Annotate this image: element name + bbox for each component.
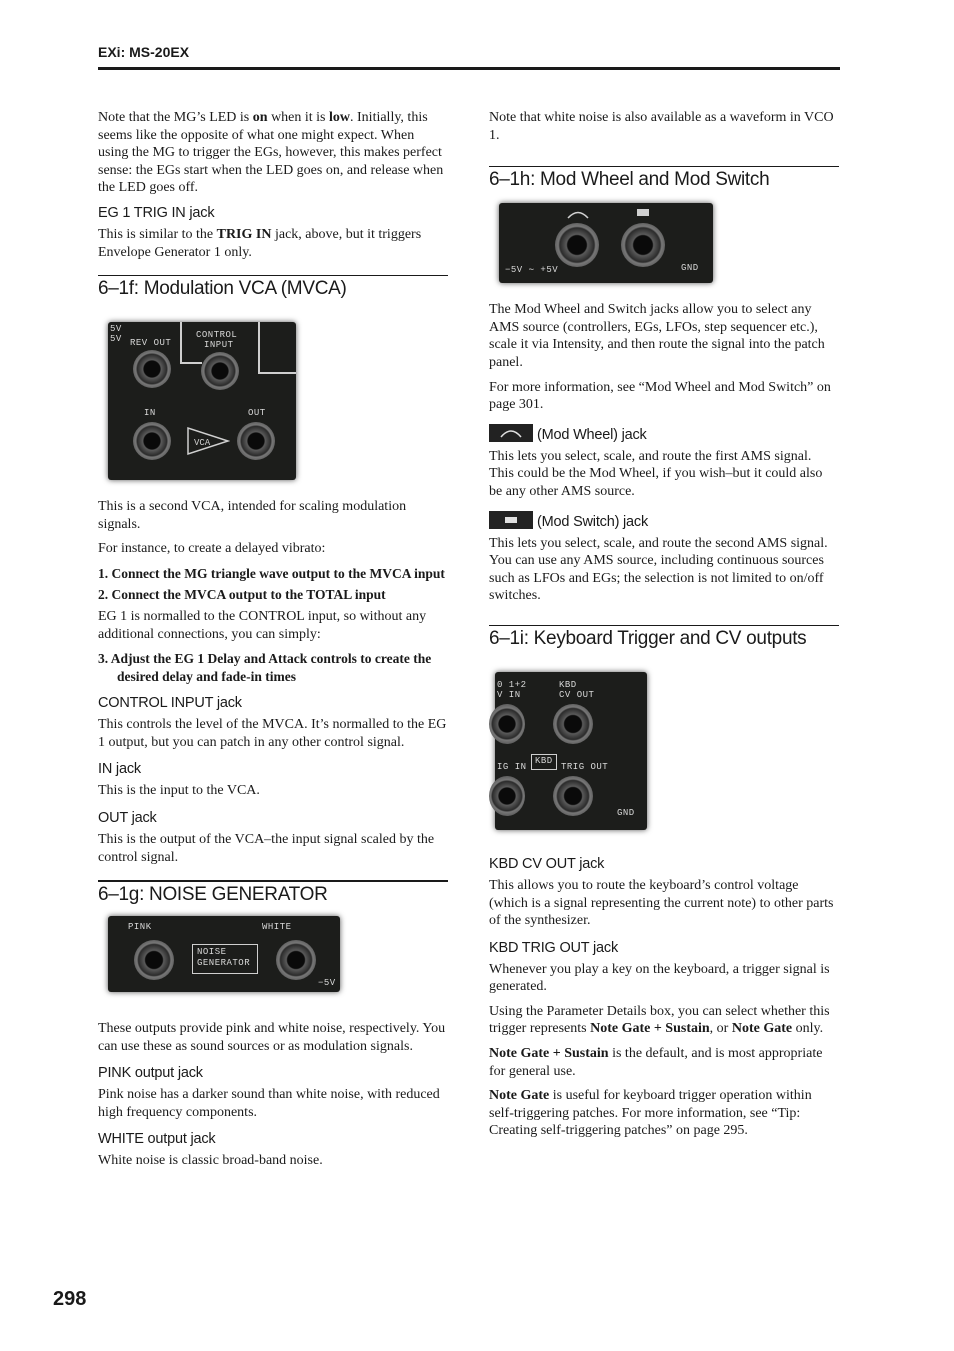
mod-switch-icon [637, 209, 649, 216]
kbd-trig-p4: Note Gate is useful for keyboard trigger operation within self-triggering patches. For more information, see “Tip: Creating self-triggering patches” on page 295. [489, 1088, 812, 1139]
modwheel-panel-figure [489, 191, 839, 309]
kbd-cv-heading: KBD CV OUT jack [489, 855, 605, 872]
mvca-intro: This is a second VCA, intended for scaling modulation signals. [98, 499, 407, 532]
mvca-panel-figure [98, 300, 448, 508]
kbd-heading: 6–1i: Keyboard Trigger and CV outputs [489, 627, 807, 649]
pink-jack [134, 940, 174, 980]
step-1: 1. Connect the MG triangle wave output to the MVCA input [98, 565, 445, 581]
generator-label: GENERATOR [197, 958, 251, 969]
mvca-instance: For instance, to create a delayed vibrato: [98, 541, 326, 557]
right-column [489, 109, 839, 1147]
mod-wheel-heading-text: (Mod Wheel) jack [537, 426, 647, 443]
white-noise-vco-paragraph: Note that white noise is also available as a waveform in VCO 1. [489, 110, 834, 143]
control-input-heading: CONTROL INPUT jack [98, 695, 242, 712]
rev-out-label: REV OUT [130, 338, 172, 349]
out-jack [237, 422, 275, 460]
mvca-5v-label-2: 5V [110, 334, 122, 345]
kbd-box-label: KBD [535, 755, 553, 766]
out-jack-heading: OUT jack [98, 809, 157, 826]
mvca-steps-2 [98, 650, 448, 685]
in-label: IN [144, 408, 156, 419]
mod-switch-jack-heading [489, 511, 839, 530]
kbd-cv-paragraph: This allows you to route the keyboard’s control voltage (which is a signal representing the current note) to other parts of the synthesizer. [489, 877, 834, 929]
kbd-gnd-label: GND [617, 807, 635, 818]
modwheel-heading: 6–1h: Mod Wheel and Mod Switch [489, 169, 770, 191]
v-in-label: V IN [497, 689, 521, 700]
mod-wheel-jack [555, 223, 599, 267]
kbd-panel-figure [489, 650, 839, 860]
control-input-jack [201, 352, 239, 390]
control-wire [180, 322, 182, 362]
kbd-cv-out-jack [553, 704, 593, 744]
mg-led-paragraph: Note that the MG’s LED is on when it is low. Initially, this seems like the opposite of what one might expect. When using the MG to trigger the EGs, however, this makes perfect sense: the EGs start when the LED goes on, and release when the LED goes off. [98, 110, 444, 196]
noise-panel-figure [98, 906, 448, 1026]
mod-wheel-icon-box [489, 424, 533, 442]
mvca-normalled: EG 1 is normalled to the CONTROL input, so without any additional connections, you can simply: [98, 608, 427, 642]
kbd-trig-p1: Whenever you play a key on the keyboard, a trigger signal is generated. [489, 961, 830, 995]
header-rule [98, 67, 840, 70]
noise-5v-label: −5V [318, 978, 336, 989]
white-jack [276, 940, 316, 980]
modwheel-p2: For more information, see “Mod Wheel and Mod Switch” on page 301. [489, 379, 831, 413]
running-header: EXi: MS-20EX [98, 44, 190, 60]
mod-wheel-jack-heading [489, 424, 839, 443]
noise-heading: 6–1g: NOISE GENERATOR [98, 884, 328, 906]
eg1-trig-paragraph: This is similar to the TRIG IN jack, above, but it triggers Envelope Generator 1 only. [98, 226, 422, 260]
pink-label: PINK [128, 922, 152, 933]
vca-triangle-icon [186, 426, 230, 456]
v-in-jack [489, 704, 525, 744]
noise-label: NOISE [197, 947, 227, 958]
page-number: 298 [53, 1288, 87, 1310]
cv-out-label: CV OUT [559, 689, 595, 700]
modwheel-p1: The Mod Wheel and Switch jacks allow you to select any AMS source (controllers, EGs, LFOs, step sequencer etc.), scale it via Intensity, and then route the signal into the patch panel. [489, 302, 825, 370]
noise-paragraph: These outputs provide pink and white noise, respectively. You can use these as sound sources or as modulation signals. [98, 1021, 446, 1054]
pink-heading: PINK output jack [98, 1065, 203, 1082]
kbd-panel-image [495, 672, 647, 830]
right-wire [258, 322, 260, 372]
white-heading: WHITE output jack [98, 1131, 216, 1148]
mod-switch-heading-text: (Mod Switch) jack [537, 513, 649, 530]
out-jack-paragraph: This is the output of the VCA–the input signal scaled by the control signal. [98, 831, 435, 865]
mod-wheel-icon [567, 209, 589, 219]
step-2: 2. Connect the MVCA output to the TOTAL input [98, 587, 386, 603]
control-wire-h [180, 362, 202, 364]
white-label: WHITE [262, 922, 292, 933]
noise-panel-image [108, 916, 340, 992]
kbd-trig-heading: KBD TRIG OUT jack [489, 939, 619, 956]
right-wire-h [258, 372, 296, 374]
kbd-trig-p2: Using the Parameter Details box, you can select whether this trigger represents Note Gate + Sustain, or Note Gate only. [489, 1003, 830, 1037]
trig-out-label: TRIG OUT [561, 761, 609, 772]
mod-switch-jack [621, 223, 665, 267]
vca-label: VCA [194, 438, 211, 449]
v-in-top-label: 0 1+2 [497, 679, 527, 690]
kbd-box [531, 754, 557, 770]
kbd-trig-out-jack [553, 776, 593, 816]
modwheel-panel-image [499, 203, 713, 283]
out-label: OUT [248, 408, 266, 419]
eg1-trig-heading: EG 1 TRIG IN jack [98, 204, 215, 221]
noise-gen-box [192, 944, 258, 974]
trig-in-jack [489, 776, 525, 816]
gnd-label: GND [681, 263, 699, 274]
mvca-panel-image [108, 322, 296, 480]
control-input-paragraph: This controls the level of the MVCA. It’s normalled to the EG 1 output, but you can patch in any other control signal. [98, 717, 447, 750]
mvca-5v-label-1: 5V [110, 324, 122, 335]
in-jack [133, 422, 171, 460]
kbd-trig-p3: Note Gate + Sustain is the default, and is most appropriate for general use. [489, 1046, 823, 1079]
trig-in-label: IG IN [497, 761, 527, 772]
in-jack-paragraph: This is the input to the VCA. [98, 783, 260, 799]
left-column [98, 109, 448, 1177]
range-label: −5V ∼ +5V [505, 265, 559, 276]
pink-paragraph: Pink noise has a darker sound than white noise, with reduced high frequency components. [98, 1087, 440, 1120]
step-3: 3. Adjust the EG 1 Delay and Attack controls to create the desired delay and fade-in times [98, 651, 432, 684]
mod-wheel-paragraph: This lets you select, scale, and route the first AMS signal. This could be the Mod Wheel, if you wish–but it could also be any other AMS source. [489, 448, 823, 499]
input-label: INPUT [204, 340, 234, 351]
mod-switch-paragraph: This lets you select, scale, and route the second AMS signal. You can use any AMS source, including continuous sources such as LFOs and EGs; the selection is not limited to on/off switches. [489, 535, 828, 604]
control-label: CONTROL [196, 330, 238, 341]
mod-switch-icon-box [489, 511, 533, 529]
in-jack-heading: IN jack [98, 761, 141, 778]
mvca-steps [98, 565, 448, 604]
kbd-top-label: KBD [559, 679, 577, 690]
mvca-heading: 6–1f: Modulation VCA (MVCA) [98, 278, 347, 300]
white-paragraph: White noise is classic broad-band noise. [98, 1153, 323, 1169]
rev-out-jack [133, 350, 171, 388]
